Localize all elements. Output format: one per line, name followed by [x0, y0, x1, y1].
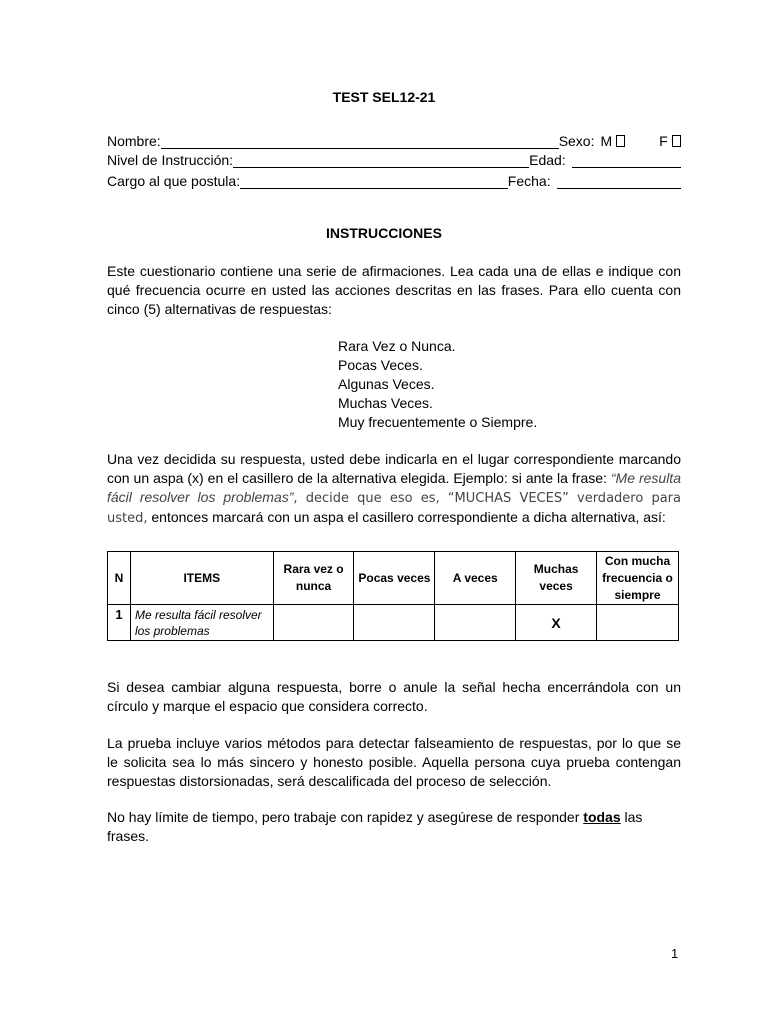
document-title: TEST SEL12-21 [332, 89, 436, 105]
answer-cell-a-veces[interactable] [435, 605, 516, 641]
cargo-fecha-line [107, 170, 681, 189]
row-item: Me resulta fácil resolver los problemas [130, 605, 273, 641]
page-number: 1 [671, 946, 679, 961]
instruction-text-mixed: , decide que eso es, “MUCHAS VECES” verdadero para usted, [107, 491, 681, 526]
cargo-label: Cargo al que postula: [107, 173, 241, 189]
nombre-sexo-line [107, 130, 681, 149]
instruction-text-end: entonces marcará con un aspa el casillero correspondiente a dicha alternativa, así: [147, 509, 666, 525]
header-n: N [108, 552, 131, 605]
change-note: Si desea cambiar alguna respuesta, borre o anule la señal hecha encerrándola con un círculo y marque el espacio que considera correcto. [107, 679, 681, 714]
fecha-label: Fecha: [507, 173, 551, 189]
edad-field[interactable] [572, 152, 681, 168]
alternative-item: Muchas Veces. [338, 395, 433, 411]
answer-cell-muchas-veces[interactable]: X [516, 605, 597, 641]
nivel-edad-line [107, 149, 681, 168]
fecha-field[interactable] [557, 173, 681, 189]
alternatives-list [338, 337, 537, 432]
intro-paragraph: Este cuestionario contiene una serie de afirmaciones. Lea cada una de ellas e indique con qué frecuencia ocurre en usted las acciones descritas en las frases. Para ello cuenta con cinco (5) alternativas de respuestas: [107, 263, 681, 317]
sexo-m-checkbox[interactable] [616, 135, 625, 147]
table-header-row [108, 552, 679, 605]
instruction-text: Una vez decidida su respuesta, usted debe indicarla en el lugar correspondiente marcando con un aspa (x) en el casillero de la alternativa elegida. Ejemplo: si ante la frase: [107, 451, 681, 486]
header-con-mucha-frecuencia: Con mucha frecuencia o siempre [597, 552, 679, 605]
time-note-emphasis: todas [583, 809, 621, 825]
time-note [107, 808, 681, 846]
table-row [108, 605, 679, 641]
alternative-item: Muy frecuentemente o Siempre. [338, 414, 538, 430]
time-note-text: No hay límite de tiempo, pero trabaje con rapidez y asegúrese de responder [107, 809, 584, 825]
instruction-paragraph [107, 450, 681, 528]
header-items: ITEMS [130, 552, 273, 605]
nivel-field[interactable] [233, 152, 529, 168]
alternative-item: Algunas Veces. [338, 376, 435, 392]
edad-label: Edad: [529, 152, 566, 168]
header-muchas-veces: Muchas veces [516, 552, 597, 605]
row-number: 1 [108, 605, 131, 641]
header-pocas-veces: Pocas veces [354, 552, 435, 605]
sexo-m-label: M [600, 133, 613, 149]
nombre-field[interactable] [161, 133, 559, 149]
sexo-f-checkbox[interactable] [672, 135, 681, 147]
falseamiento-note: La prueba incluye varios métodos para detectar falseamiento de respuestas, por lo que se le solicita sea lo más sincero y honesto posible. Aquella persona cuya prueba contengan respuestas distorsionadas, será descalificada del proceso de selección. [107, 735, 681, 789]
alternative-item: Pocas Veces. [338, 357, 423, 373]
cargo-field[interactable] [240, 173, 508, 189]
answer-cell-pocas-veces[interactable] [354, 605, 435, 641]
answer-cell-con-mucha-frecuencia[interactable] [597, 605, 679, 641]
alternative-item: Rara Vez o Nunca. [338, 338, 456, 354]
sexo-label: Sexo: [558, 133, 595, 149]
instructions-heading: INSTRUCCIONES [326, 225, 442, 241]
header-rara-vez: Rara vez o nunca [273, 552, 354, 605]
nivel-label: Nivel de Instrucción: [107, 152, 234, 168]
time-note-end: las frases. [107, 809, 643, 844]
header-a-veces: A veces [435, 552, 516, 605]
sexo-f-label: F [659, 133, 668, 149]
answer-cell-rara-vez[interactable] [273, 605, 354, 641]
example-table [107, 551, 679, 641]
example-quote: “Me resulta fácil resolver los problemas” [107, 470, 681, 505]
nombre-label: Nombre: [107, 133, 161, 149]
